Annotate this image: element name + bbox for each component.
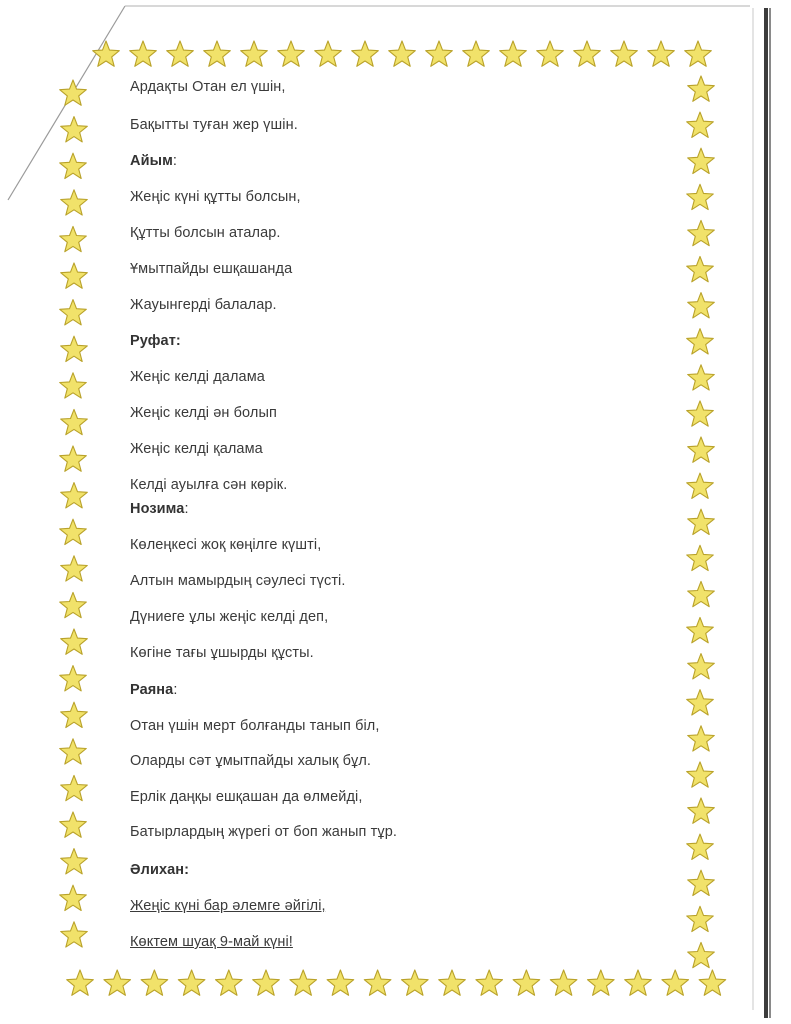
speaker-ayym — [130, 153, 177, 169]
star-icon — [588, 970, 615, 995]
star-icon — [315, 41, 342, 66]
star-icon — [253, 970, 280, 995]
poem-line: Ерлік даңқы ешқашан да өлмейді, — [130, 789, 363, 805]
star-icon — [167, 41, 194, 66]
poem-line: Жеңіс күні құтты болсын, — [130, 189, 301, 205]
star-icon — [178, 970, 205, 995]
star-icon — [426, 41, 453, 66]
star-icon — [550, 970, 577, 995]
star-icon — [327, 970, 354, 995]
poem-line: Отан үшін мерт болғанды танып біл, — [130, 718, 380, 734]
star-icon — [61, 190, 88, 215]
star-icon — [61, 849, 88, 874]
star-icon — [60, 739, 87, 764]
speaker-colon: : — [172, 153, 178, 169]
star-icon — [290, 970, 317, 995]
star-icon — [216, 970, 243, 995]
speaker-rayana — [130, 682, 177, 698]
star-icon — [61, 922, 88, 947]
star-icon — [67, 970, 94, 995]
star-icon — [60, 80, 87, 105]
star-icon — [688, 437, 715, 462]
star-icon — [61, 409, 88, 434]
star-icon — [60, 812, 87, 837]
star-icon — [687, 762, 714, 787]
star-icon — [60, 373, 87, 398]
speaker-name: Айым — [130, 153, 173, 169]
star-icon — [688, 798, 715, 823]
speaker-rufat — [130, 333, 181, 349]
star-icon — [687, 545, 714, 570]
star-icon — [685, 41, 712, 66]
star-icon — [688, 581, 715, 606]
opening-line-2: Бақытты туған жер үшін. — [130, 117, 298, 133]
star-icon — [60, 226, 87, 251]
poem-line: Дүниеге ұлы жеңіс келді деп, — [130, 609, 329, 625]
star-icon — [61, 483, 88, 508]
speaker-colon: : — [184, 501, 189, 517]
star-icon — [687, 473, 714, 498]
star-icon — [476, 970, 503, 995]
star-icon — [61, 702, 88, 727]
star-icon — [537, 41, 564, 66]
star-icon — [93, 41, 120, 66]
star-icon — [687, 329, 714, 354]
star-icon — [60, 446, 87, 471]
star-icon — [278, 41, 305, 66]
star-icon — [463, 41, 490, 66]
star-icon — [60, 153, 87, 178]
star-icon — [688, 509, 715, 534]
star-icon — [688, 870, 715, 895]
star-icon — [688, 76, 715, 101]
star-icon — [130, 41, 157, 66]
speaker-name: Раяна — [130, 682, 174, 698]
star-icon — [104, 970, 131, 995]
poem-line: Жеңіс келді далама — [130, 369, 265, 385]
star-icon — [662, 970, 689, 995]
star-icon — [389, 41, 416, 66]
speaker-colon: : — [173, 682, 178, 698]
star-icon — [688, 365, 715, 390]
star-icon — [687, 618, 714, 643]
star-icon — [60, 519, 87, 544]
star-icon — [60, 592, 87, 617]
star-icon — [439, 970, 466, 995]
star-icon — [204, 41, 231, 66]
poem-line: Алтын мамырдың сәулесі түсті. — [130, 573, 346, 589]
poem-line: Жауынгерді балалар. — [130, 297, 277, 313]
poem-line: Көгіне тағы ұшырды құсты. — [130, 645, 314, 661]
speaker-colon: : — [184, 862, 190, 878]
star-icon — [648, 41, 675, 66]
star-icon — [688, 726, 715, 751]
star-icon — [364, 970, 391, 995]
opening-line-1: Ардақты Отан ел үшін, — [130, 79, 286, 95]
poem-line: Жеңіс күні бар әлемге әйгілі, — [130, 898, 326, 914]
star-icon — [687, 401, 714, 426]
star-icon — [574, 41, 601, 66]
poem-line: Жеңіс келді қалама — [130, 441, 263, 457]
star-icon — [687, 184, 714, 209]
star-icon — [688, 220, 715, 245]
star-icon — [60, 300, 87, 325]
star-icon — [241, 41, 268, 66]
star-icon — [688, 293, 715, 318]
star-icon — [687, 112, 714, 137]
star-icon — [500, 41, 527, 66]
speaker-alikhan — [130, 862, 189, 878]
poem-line: Көктем шуақ 9-май күні! — [130, 934, 293, 950]
star-icon — [61, 556, 88, 581]
star-icon — [688, 654, 715, 679]
star-icon — [687, 690, 714, 715]
star-icon — [688, 942, 715, 967]
star-icon — [699, 970, 726, 995]
star-icon — [352, 41, 379, 66]
star-icon — [61, 775, 88, 800]
star-icon — [61, 336, 88, 361]
speaker-name: Нозима — [130, 501, 185, 517]
speaker-name: Әлихан — [130, 862, 185, 878]
speaker-colon: : — [175, 333, 181, 349]
star-icon — [60, 885, 87, 910]
star-icon — [687, 906, 714, 931]
star-icon — [513, 970, 540, 995]
star-icon — [687, 257, 714, 282]
star-icon — [611, 41, 638, 66]
star-icon — [687, 834, 714, 859]
poem-line: Оларды сәт ұмытпайды халық бұл. — [130, 753, 372, 769]
star-icon — [402, 970, 429, 995]
star-icon — [688, 148, 715, 173]
speaker-name: Руфат — [130, 333, 176, 349]
star-icon — [625, 970, 652, 995]
poem-line: Көлеңкесі жоқ көңілге күшті, — [130, 537, 322, 553]
star-icon — [61, 629, 88, 654]
poem-line: Келді ауылға сән көрік. — [130, 477, 288, 493]
poem-line: Құтты болсын аталар. — [130, 225, 281, 241]
speaker-nozima — [130, 501, 189, 517]
poem-line: Ұмытпайды ешқашанда — [130, 261, 293, 277]
star-icon — [141, 970, 168, 995]
star-icon — [60, 666, 87, 691]
poem-line: Батырлардың жүрегі от боп жанып тұр. — [130, 824, 398, 840]
star-icon — [61, 117, 88, 142]
poem-line: Жеңіс келді ән болып — [130, 405, 277, 421]
star-icon — [61, 263, 88, 288]
